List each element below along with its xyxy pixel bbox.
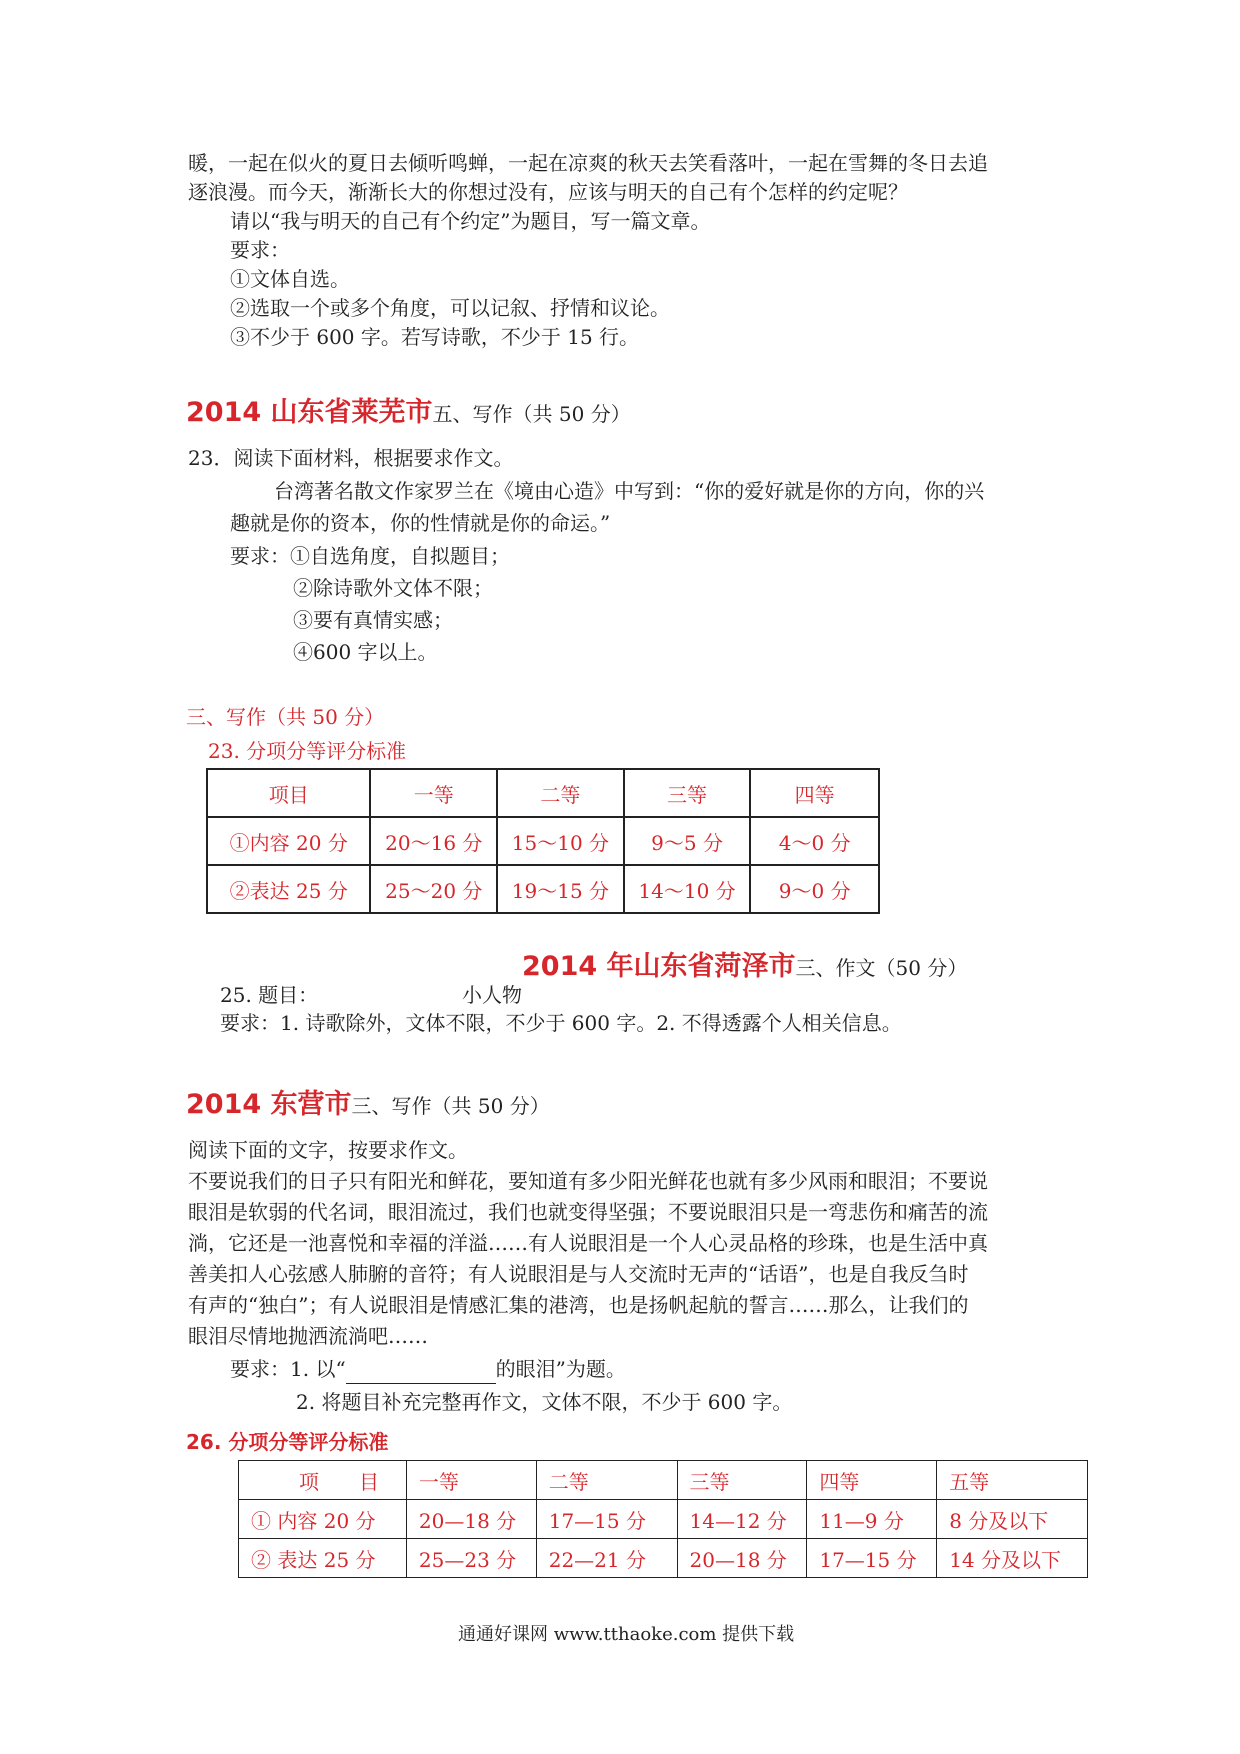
header-cell: 四等 [807,1461,937,1500]
question-label: 25. 题目： [220,983,319,1007]
question-title: 小人物 [462,983,522,1007]
table-cell: 17—15 分 [807,1539,937,1578]
table-cell: ①内容 20 分 [207,817,370,865]
section-subtitle: 五、写作（共 50 分） [432,402,631,426]
table-row [239,1539,1088,1578]
passage-line: 眼泪尽情地抛洒流淌吧…… [188,1324,428,1348]
header-cell: 二等 [536,1461,677,1500]
table-cell: 22—21 分 [536,1539,677,1578]
header-cell: 一等 [406,1461,536,1500]
table-header-row [207,769,879,817]
table-cell: 25～20 分 [370,865,497,913]
section-heading-dongying [186,1082,550,1121]
header-cell: 二等 [497,769,624,817]
requirement-text: 要求：1. 诗歌除外，文体不限，不少于 600 字。2. 不得透露个人相关信息。 [220,1011,902,1035]
section-subtitle: 三、写作（共 50 分） [351,1094,550,1118]
passage-line: 眼泪是软弱的代名词，眼泪流过，我们也就变得坚强；不要说眼泪只是一弯悲伤和痛苦的流 [188,1200,988,1224]
table-row [207,865,879,913]
header-cell: 项目 [207,769,370,817]
fill-in-blank [346,1361,496,1384]
table-row [207,817,879,865]
section-title: 2014 山东省莱芜市 [186,397,433,428]
requirement-suffix: 的眼泪”为题。 [495,1357,626,1381]
passage-line: 善美扣人心弦感人肺腑的音符；有人说眼泪是与人交流时无声的“话语”，也是自我反刍时 [188,1262,969,1286]
requirement-item: ②选取一个或多个角度，可以记叙、抒情和议论。 [230,296,670,320]
material-line: 台湾著名散文作家罗兰在《境由心造》中写到：“你的爱好就是你的方向，你的兴 [274,479,985,503]
requirement-item: ③不少于 600 字。若写诗歌，不少于 15 行。 [230,325,640,349]
grading-subheading: 23. 分项分等评分标准 [208,739,407,763]
requirement-item: 2. 将题目补充完整再作文，文体不限，不少于 600 字。 [296,1390,793,1414]
requirement-item: ③要有真情实感； [293,608,453,632]
requirement-item: ④600 字以上。 [293,640,438,664]
table-cell: 17—15 分 [536,1500,677,1539]
header-cell: 三等 [624,769,751,817]
requirement-item: ①文体自选。 [230,267,350,291]
table-cell: 11—9 分 [807,1500,937,1539]
table-cell: 20—18 分 [677,1539,807,1578]
header-cell: 项 目 [239,1461,407,1500]
section-heading-heze [522,944,967,983]
table-cell: ① 内容 20 分 [239,1500,407,1539]
grading-table [206,768,880,914]
table-cell: 9～0 分 [750,865,879,913]
requirement-item [230,1355,626,1384]
section-subtitle: 三、作文（50 分） [795,956,968,980]
table-cell: ② 表达 25 分 [239,1539,407,1578]
passage-line: 淌，它还是一池喜悦和幸福的洋溢……有人说眼泪是一个人心灵品格的珍珠，也是生活中真 [188,1231,988,1255]
table-cell: 25—23 分 [406,1539,536,1578]
material-line: 趣就是你的资本，你的性情就是你的命运。” [230,511,611,535]
header-cell: 三等 [677,1461,807,1500]
grading-heading: 三、写作（共 50 分） [186,705,385,729]
table-cell: 4～0 分 [750,817,879,865]
passage-line: 不要说我们的日子只有阳光和鲜花，要知道有多少阳光鲜花也就有多少风雨和眼泪；不要说 [188,1169,988,1193]
table-row [239,1500,1088,1539]
instruction-text: 阅读下面的文字，按要求作文。 [188,1138,468,1162]
question-text: 23．阅读下面材料，根据要求作文。 [188,446,514,470]
table-header-row [239,1461,1088,1500]
section-title: 2014 东营市 [186,1089,352,1120]
passage-line: 有声的“独白”；有人说眼泪是情感汇集的港湾，也是扬帆起航的誓言……那么，让我们的 [188,1293,969,1317]
table-cell: 9～5 分 [624,817,751,865]
table-cell: 8 分及以下 [937,1500,1088,1539]
requirement-label: 要求： [230,238,290,262]
table-cell: 15～10 分 [497,817,624,865]
section-title: 2014 年山东省菏泽市 [522,951,796,982]
table-cell: 14—12 分 [677,1500,807,1539]
header-cell: 五等 [937,1461,1088,1500]
prompt-instruction: 请以“我与明天的自己有个约定”为题目，写一篇文章。 [230,209,711,233]
table-cell: ②表达 25 分 [207,865,370,913]
table-cell: 19～15 分 [497,865,624,913]
header-cell: 一等 [370,769,497,817]
footer-text: 通通好课网 www.tthaoke.com 提供下载 [458,1624,795,1645]
table-cell: 20～16 分 [370,817,497,865]
grading-table [238,1460,1088,1578]
section-heading-laiwu [186,390,631,429]
requirement-prefix: 要求：1. 以“ [230,1357,346,1381]
table-cell: 20—18 分 [406,1500,536,1539]
grading-heading: 26. 分项分等评分标准 [186,1430,389,1454]
requirement-item: 要求：①自选角度，自拟题目； [230,544,510,568]
table-cell: 14～10 分 [624,865,751,913]
prompt-line: 暖，一起在似火的夏日去倾听鸣蝉，一起在凉爽的秋天去笑看落叶，一起在雪舞的冬日去追 [188,151,988,175]
table-cell: 14 分及以下 [937,1539,1088,1578]
prompt-line: 逐浪漫。而今天，渐渐长大的你想过没有，应该与明天的自己有个怎样的约定呢？ [188,180,908,204]
header-cell: 四等 [750,769,879,817]
requirement-item: ②除诗歌外文体不限； [293,576,493,600]
